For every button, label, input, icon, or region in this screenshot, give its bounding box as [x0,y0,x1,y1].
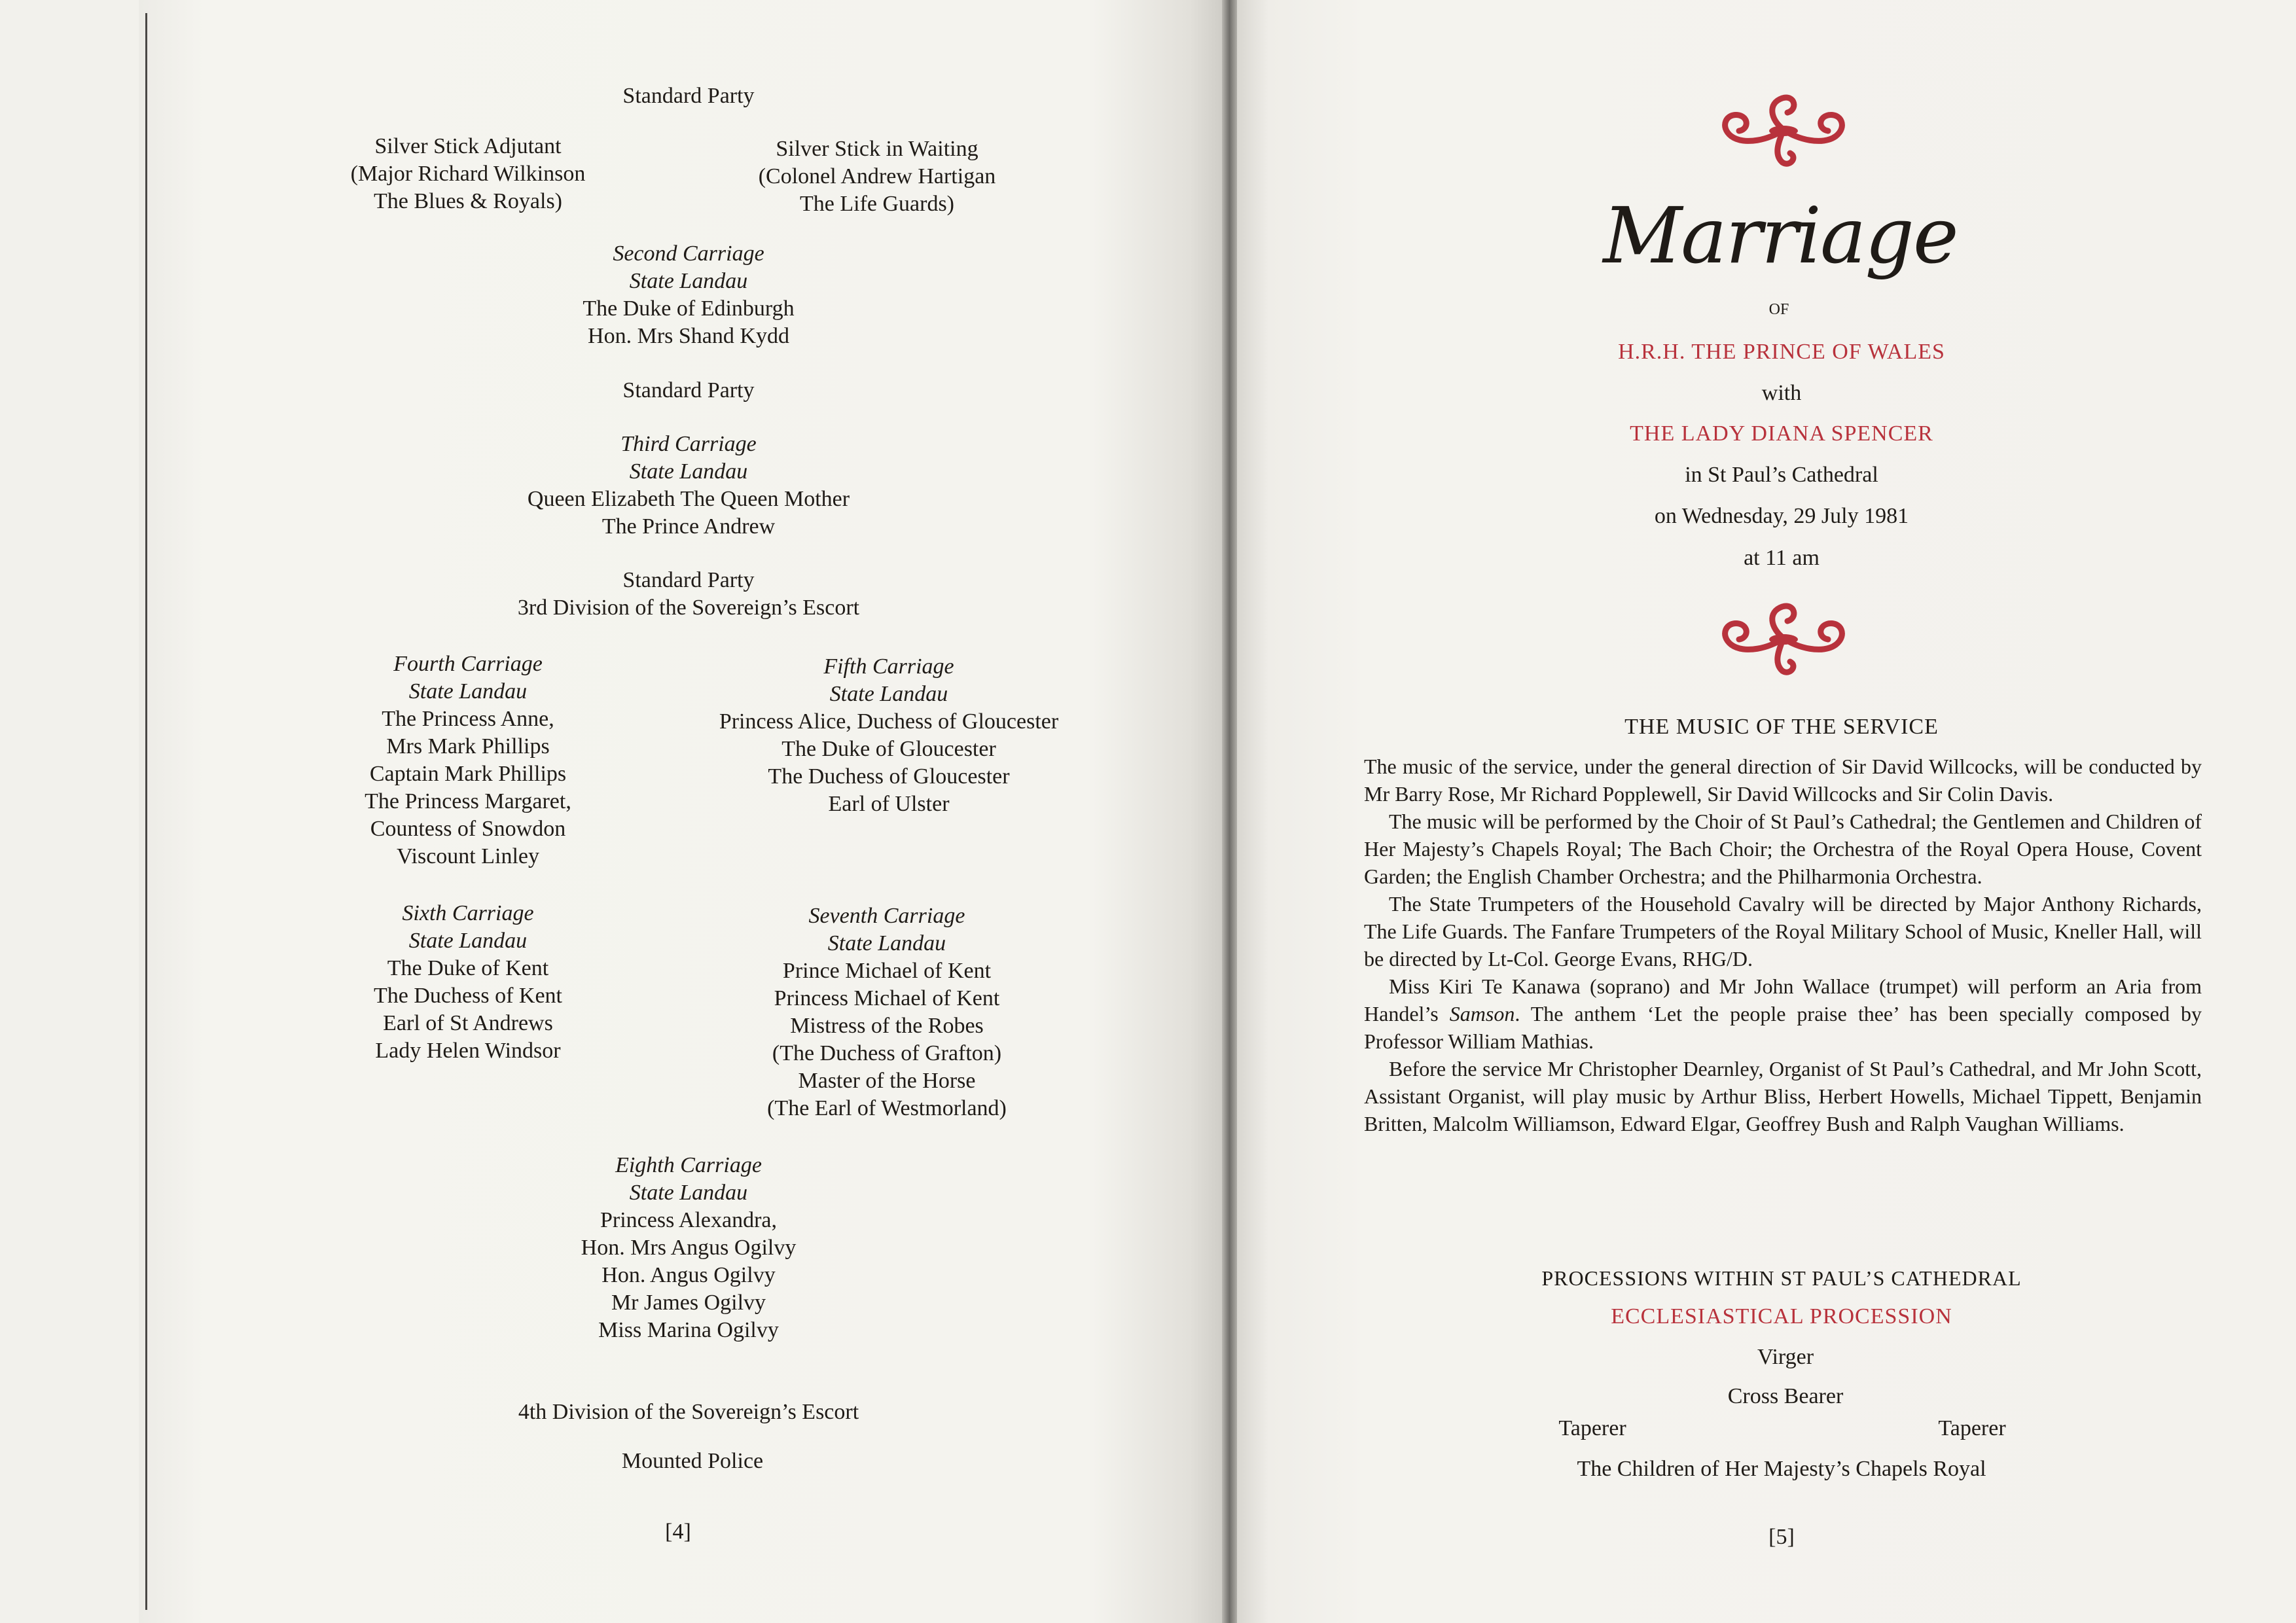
occupant: The Duke of Kent [387,956,549,980]
carriage-title: Eighth Carriage [615,1153,762,1177]
taperer-left: Taperer [1558,1416,1626,1440]
aria-title: Samson [1449,1002,1515,1026]
page-number: [5] [1768,1525,1795,1549]
text-line: Silver Stick in Waiting [776,137,978,161]
occupant: Hon. Angus Ogilvy [601,1263,776,1287]
occupant: Mr James Ogilvy [611,1291,766,1315]
page-edge-line [145,13,147,1610]
groom-name: H.R.H. THE PRINCE OF WALES [1618,340,1945,364]
of-label: OF [1768,301,1789,318]
processions-heading: PROCESSIONS WITHIN ST PAUL’S CATHEDRAL [1541,1266,2022,1290]
carriage-type: State Landau [829,682,948,706]
with-label: with [1761,381,1802,405]
carriage-title: Third Carriage [620,432,757,456]
occupant: Viscount Linley [397,844,539,868]
occupant: Princess Michael of Kent [774,986,1000,1010]
carriage-type: State Landau [827,931,946,955]
music-paragraph: The music will be performed by the Choir of St Paul’s Cathedral; the Gentlemen and Children of Her Majesty’s Chapels Royal; The Bach Choir; the Orchestra of the Royal Opera House, Covent Garden; the English Chamber Orchestra; and the Philharmonia Orchestra. [1364,810,2202,888]
occupant: Hon. Mrs Shand Kydd [588,324,789,348]
occupant: Princess Alice, Duchess of Gloucester [719,709,1059,734]
page-edge [0,0,139,1623]
occupant: The Princess Anne, [382,707,554,731]
carriage-title: Second Carriage [613,241,764,266]
occupant: Captain Mark Phillips [369,762,567,786]
occupant: Mistress of the Robes [790,1014,984,1038]
second-carriage [583,240,794,350]
silver-stick-adjutant [351,133,586,215]
flourish-ornament-icon [1705,84,1862,175]
third-carriage [528,431,850,541]
book-gutter [1222,0,1237,1623]
page-number: [4] [665,1520,691,1544]
carriage-type: State Landau [629,269,748,293]
fourth-carriage [365,651,571,870]
occupant: Prince Michael of Kent [782,959,992,983]
fifth-carriage [719,653,1058,818]
taperer-right: Taperer [1938,1416,2006,1440]
sixth-carriage [374,900,562,1065]
occupant: Lady Helen Windsor [375,1039,561,1063]
carriage-title: Fourth Carriage [393,652,543,676]
carriage-title: Sixth Carriage [402,901,534,925]
music-paragraph [1364,972,2202,1055]
seventh-carriage [767,902,1007,1122]
occupant: Princess Alexandra, [600,1208,778,1232]
music-description [1364,753,2202,1137]
chapels-royal-children: The Children of Her Majesty’s Chapels Royal [1577,1457,1986,1481]
occupant: (The Duchess of Grafton) [772,1041,1002,1065]
occupant: Master of the Horse [798,1069,976,1093]
page-title: Marriage [1603,190,1958,281]
carriage-type: State Landau [408,929,528,953]
cross-bearer: Cross Bearer [1727,1384,1844,1408]
carriage-title: Fifth Carriage [823,654,954,679]
silver-stick-in-waiting [759,135,996,218]
aria-text: Miss Kiri Te Kanawa (soprano) and Mr John Wallace (trumpet) will perform an Aria from Handel’s [1364,974,2202,1026]
service-time: at 11 am [1744,546,1820,570]
carriage-type: State Landau [629,459,748,484]
music-heading: THE MUSIC OF THE SERVICE [1624,715,1939,739]
escort-division: 4th Division of the Sovereign’s Escort [518,1400,859,1424]
occupant: Hon. Mrs Angus Ogilvy [581,1236,797,1260]
standard-party-heading: Standard Party [622,568,755,592]
carriage-type: State Landau [629,1181,748,1205]
occupant: The Duke of Gloucester [781,737,996,761]
occupant: The Duchess of Gloucester [768,764,1010,789]
carriage-type: State Landau [408,679,528,704]
occupant: Miss Marina Ogilvy [598,1318,779,1342]
occupant: Earl of Ulster [828,792,950,816]
music-paragraph: The music of the service, under the general direction of Sir David Willcocks, will be conducted by Mr Barry Rose, Mr Richard Popplewell, Sir David Willcocks and Sir Colin Davis. [1364,755,2202,806]
music-paragraph: Before the service Mr Christopher Dearnley, Organist of St Paul’s Cathedral, and Mr John Scott, Assistant Organist, will play music by Arthur Bliss, Herbert Howells, Michael Tippett, Benjamin Britten, Malcolm Williamson, Edward Elgar, Geoffrey Bush and Ralph Vaughan Williams. [1364,1057,2202,1135]
occupant: The Prince Andrew [601,514,776,539]
flourish-ornament-icon [1705,592,1862,684]
virger: Virger [1757,1345,1814,1369]
occupant: Mrs Mark Phillips [386,734,550,758]
venue: in St Paul’s Cathedral [1685,463,1878,487]
standard-party-heading: Standard Party [622,84,755,108]
standard-party-escort [518,567,859,622]
eighth-carriage [581,1152,797,1344]
text-line: Silver Stick Adjutant [374,134,562,158]
music-paragraph: The State Trumpeters of the Household Cavalry will be directed by Major Anthony Richards, The Life Guards. The Fanfare Trumpeters of the Royal Military School of Music, Kneller Hall, will be directed by Lt-Col. George Evans, RHG/D. [1364,892,2202,971]
mounted-police: Mounted Police [621,1449,764,1473]
text-line: (Colonel Andrew Hartigan [758,164,996,188]
occupant: The Princess Margaret, [365,789,571,813]
standard-party-heading: Standard Party [622,378,755,402]
escort-division: 3rd Division of the Sovereign’s Escort [517,596,860,620]
text-line: The Life Guards) [799,192,955,216]
ecclesiastical-heading: ECCLESIASTICAL PROCESSION [1611,1304,1952,1329]
text-line: (Major Richard Wilkinson [350,162,586,186]
occupant: (The Earl of Westmorland) [767,1096,1007,1120]
aria-text: . The anthem ‘Let the people praise thee’ has been specially composed by Professor William Mathias. [1364,1002,2202,1053]
occupant: The Duchess of Kent [374,984,562,1008]
occupant: Countess of Snowdon [370,817,566,841]
carriage-title: Seventh Carriage [808,904,965,928]
occupant: Earl of St Andrews [383,1011,553,1035]
bride-name: THE LADY DIANA SPENCER [1630,421,1933,446]
occupant: The Duke of Edinburgh [583,296,795,321]
occupant: Queen Elizabeth The Queen Mother [527,487,850,511]
text-line: The Blues & Royals) [373,189,563,213]
service-date: on Wednesday, 29 July 1981 [1654,504,1909,528]
